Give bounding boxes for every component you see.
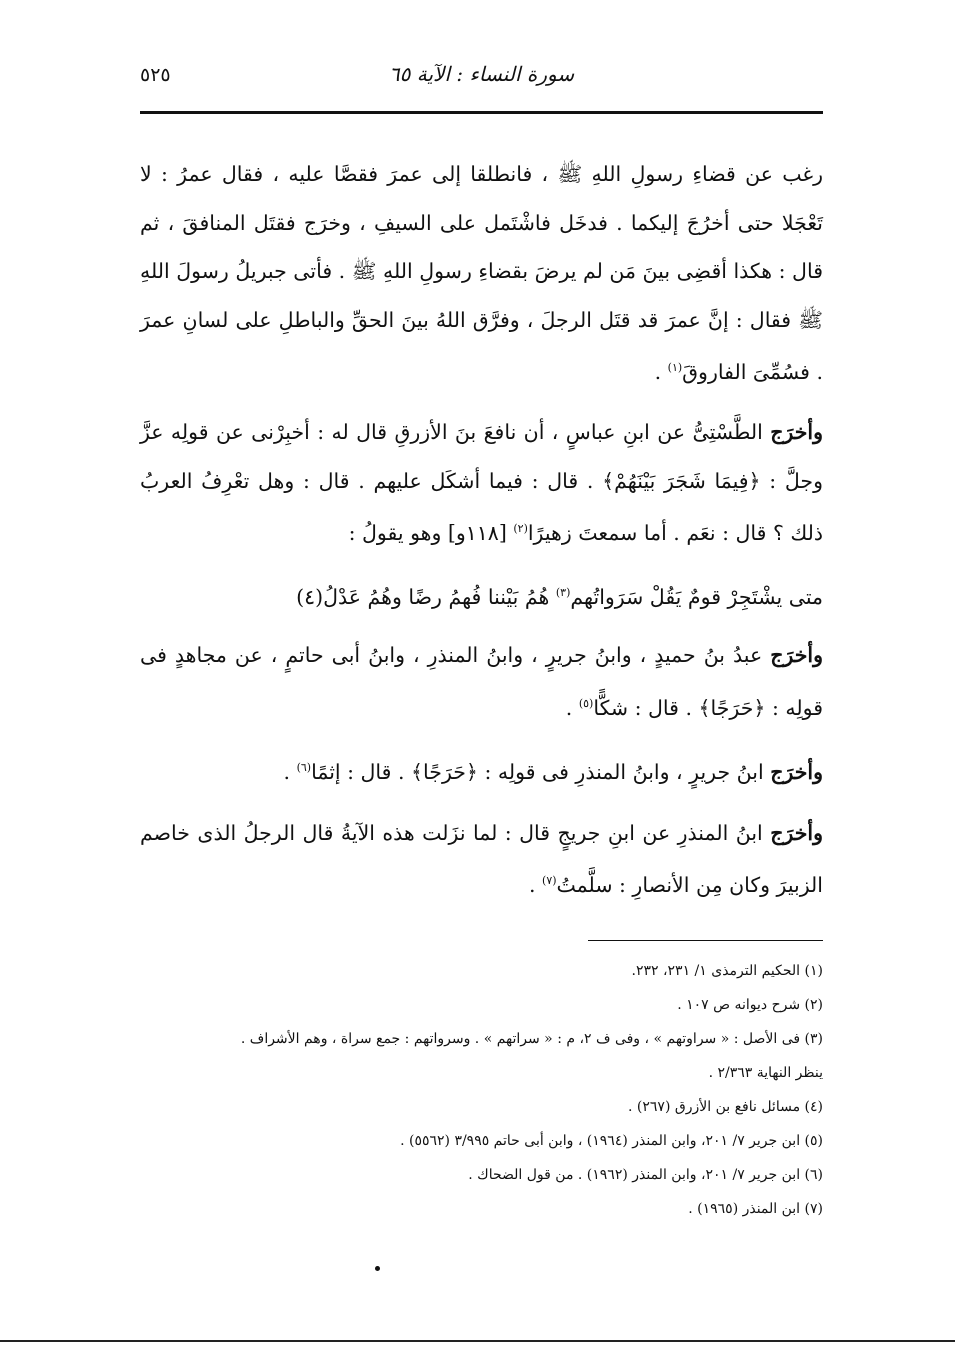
page-bottom-edge: [0, 1340, 955, 1342]
footnote-ref: (١): [667, 361, 683, 374]
paragraph-lead: وأخرَج: [770, 820, 823, 845]
footnote-ref: (٢): [513, 522, 528, 536]
page-number: ٥٢٥: [140, 64, 171, 86]
page-header: [140, 62, 823, 102]
footnote-ref: (٦): [296, 761, 312, 775]
footnote-ref: (٧): [542, 874, 557, 888]
paragraph: [140, 150, 823, 396]
paragraph-lead: وأخرَج: [770, 420, 823, 445]
footnote-ref: (٣): [555, 585, 571, 599]
paragraph-text: ابنُ المنذرِ عن ابنِ جريجٍ قال : لما نزَلت هذه الآيةُ قال الرجلُ الذى خاصم الزبيرَ وكان مِن الأنصارِ : سلَّمتُ: [140, 820, 823, 897]
paragraph: [140, 809, 823, 910]
footnote-ref: (٥): [578, 696, 594, 710]
footnote: (١) الحكيم الترمذى ١/ ٢٣١، ٢٣٢.: [631, 963, 823, 979]
footnote: (٢) شرح ديوانه ص ١٠٧ .: [677, 997, 823, 1013]
paragraph: [140, 408, 823, 557]
verse-second-half: هُمُ بَيْننا فُهمُ رضًا وهُمُ عَدْلُ(٤): [296, 584, 556, 609]
running-title: سورة النساء : الآية ٦٥: [388, 62, 575, 86]
paragraph-lead: وأخرَج: [770, 760, 823, 785]
header-rule: [140, 111, 823, 114]
paragraph-tail: .: [528, 872, 543, 897]
main-text: [140, 150, 823, 921]
footnote-rule: [588, 940, 823, 941]
footnote: (٥) ابن جرير ٧/ ٢٠١، وابن المنذر (١٩٦٤) ، وابن أبى حاتم ٣/٩٩٥ (٥٥٦٢) .: [400, 1133, 823, 1149]
footnote: (٧) ابن المنذر (١٩٦٥) .: [688, 1201, 823, 1217]
footnotes: [140, 954, 823, 1226]
footnote: (٦) ابن جرير ٧/ ٢٠١، وابن المنذر (١٩٦٢) . من قول الضحاك .: [468, 1167, 823, 1183]
paragraph-text: ابنُ جريرٍ ، وابنُ المنذرِ فى قولِه : ﴿حَرَجًا﴾ . قال : إثمًا: [311, 760, 771, 785]
paragraph: [140, 744, 823, 796]
paragraph: [140, 631, 823, 732]
footnote: ينظر النهاية ٢/٣٦٣ .: [708, 1065, 823, 1081]
paragraph-tail: .: [565, 695, 579, 720]
footnote: (٣) فى الأصل : « سراوتهم » ، وفى ف ٢، م : « سراتهم » . وسرواتهم : جمع سراة ، وهم الأشراف .: [240, 1031, 823, 1047]
verse-first-half: متى يشْتَجِرْ قومٌ يَقُلْ سَرَواتُهم: [570, 584, 823, 609]
paragraph-text: الطَّسْتِىُّ عن ابنِ عباسٍ ، أن نافعَ بنَ الأزرقِ قال له : أخبِرْنى عن قولِه عزَّ وجلَّ : ﴿فِيمَا شَجَرَ بَيْنَهُمْ﴾ . قال : فيما أشكَل عليهم . قال : وهل تعْرِفُ العربُ ذلك ؟ قال : نعَم . أما سمعتَ زهيرًا: [140, 420, 823, 546]
paragraph-tail: [١١٨و] وهو يقولُ :: [348, 521, 514, 546]
paragraph-text: رغب عن قضاءِ رسولِ اللهِ ﷺ ، فانطلقا إلى عمرَ فقصَّا عليه ، فقال عمرُ : لا تَعْجَلا حتى أخرُجَ إليكما . فدخَل فاشْتَمل على السيفِ ، وخرَج فقتَل المنافقَ ، ثم قال : هكذا أقضِى بينَ مَن لم يرضَ بقضاءِ رسولِ اللهِ ﷺ . فأتى جبريلُ رسولَ اللهِ ﷺ فقال : إنَّ عمرَ قد قتَل الرجلَ ، وفرَّق اللهُ بينَ الحقِّ والباطلِ على لسانِ عمرَ . فسُمِّىَ الفاروقَ: [140, 162, 823, 384]
paragraph-tail: .: [283, 760, 297, 785]
poetry-verse: [140, 570, 823, 620]
paragraph-text: عبدُ بنُ حميدٍ ، وابنُ جريرٍ ، وابنُ المنذرِ ، وابنُ أبى حاتمٍ ، عن مجاهدٍ فى قولِه : ﴿حَرَجًا﴾ . قال : شكًّا: [140, 643, 823, 720]
paragraph-lead: وأخرَج: [770, 643, 823, 668]
footnote: (٤) مسائل نافع بن الأزرق (٢٦٧) .: [628, 1099, 823, 1115]
paragraph-tail: .: [654, 359, 668, 384]
page-dot-mark: [375, 1266, 380, 1271]
